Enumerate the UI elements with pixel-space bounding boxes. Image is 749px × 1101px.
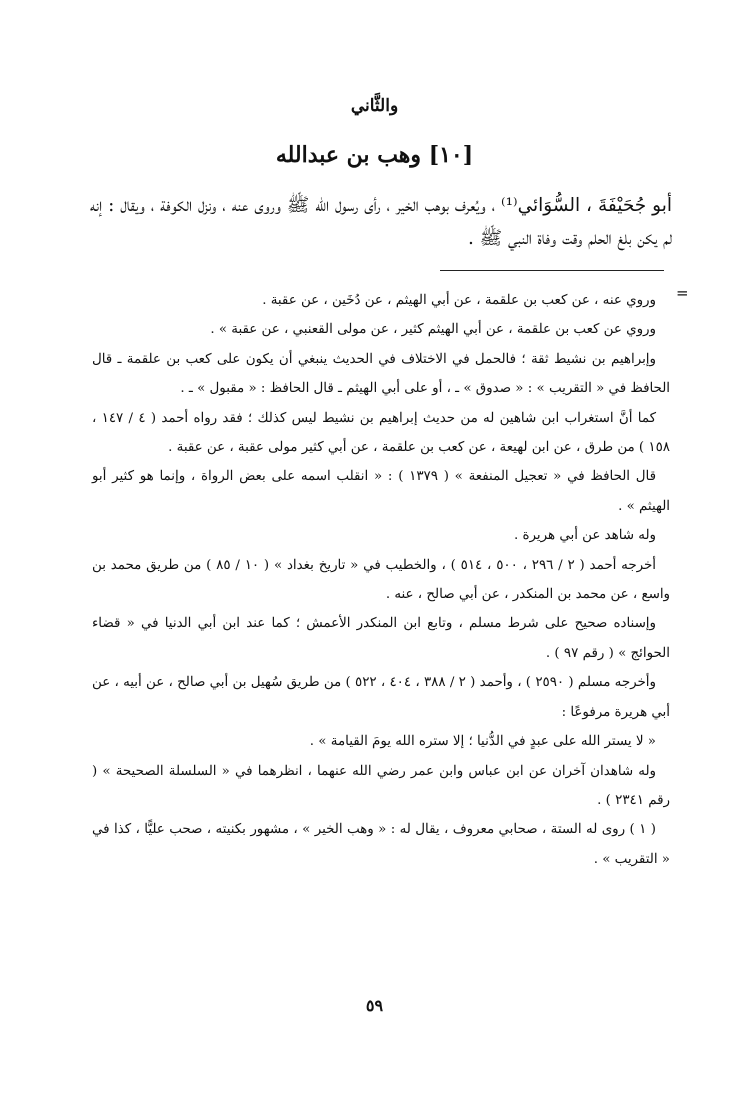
footnote-paragraph: « لا يستر الله على عبدٍ في الدُّنيا ؛ إلا ستره الله يومَ القيامة » .	[309, 734, 656, 750]
main-text	[90, 189, 672, 255]
entry-title: [١٠] وهب بن عبدالله	[275, 142, 474, 168]
footnote-paragraph: أخرجه أحمد ( ٢ / ٢٩٦ ، ٥٠٠ ، ٥١٤ ) ، والخطيب في « تاريخ بغداد » ( ١٠ / ٨٥ ) من طريق محمد بن واسع ، عن محمد بن المنكدر ، عن أبي صالح ، عنه .	[92, 557, 670, 603]
footnote-paragraph: وروي عن كعب بن علقمة ، عن أبي الهيثم كثير ، عن مولى القعنبي ، عن عقبة » .	[210, 322, 656, 338]
section-heading: والثَّاني	[350, 96, 399, 116]
footnote-separator	[440, 270, 664, 271]
footnote-paragraph: وإبراهيم بن نشيط ثقة ؛ فالحمل في الاختلاف في الحديث ينبغي أن يكون على كعب بن علقمة ـ قال الحافظ في « التقريب » : « صدوق » ـ ، أو على أبي الهيثم ـ قال الحافظ : « مقبول » ـ .	[92, 351, 670, 397]
footnote-paragraph: وروي عنه ، عن كعب بن علقمة ، عن أبي الهيثم ، عن دُخَين ، عن عقبة .	[262, 293, 656, 308]
footnote-paragraph: وإسناده صحيح على شرط مسلم ، وتابع ابن المنكدر الأعمش ؛ كما عند ابن أبي الدنيا في « قضاء الحوائج » ( رقم ٩٧ ) .	[92, 616, 670, 661]
footnote-paragraph: وله شاهد عن أبي هريرة .	[513, 528, 656, 544]
footnote-1: ( ١ ) روى له الستة ، صحابي معروف ، يقال له : « وهب الخير » ، مشهور بكنيته ، صحب عليًّا ، كذا في « التقريب » .	[92, 822, 670, 867]
footnote-paragraph: وأخرجه مسلم ( ٢٥٩٠ ) ، وأحمد ( ٢ / ٣٨٨ ، ٤٠٤ ، ٥٢٢ ) من طريق سُهيل بن أبي صالح ، عن أبيه ، عن أبي هريرة مرفوعًا :	[92, 675, 670, 720]
footnote-paragraph: وله شاهدان آخران عن ابن عباس وابن عمر رضي الله عنهما ، انظرهما في « السلسلة الصحيحة » ( رقم ٢٣٤١ ) .	[92, 763, 670, 808]
main-paragraph: أبو جُحَيْفَةَ ، السُّوَائي⁽¹⁾ ، ويُعرف بوهب الخير ، رأى رسول الله ﷺ وروى عنه ، ونزل الكوفة ، ويقال : إنه لم يكن بلغ الحلم وقت وفاة النبي ﷺ .	[90, 195, 672, 249]
footnote-paragraph: كما أنَّ استغراب ابن شاهين له من حديث إبراهيم بن نشيط ليس كذلك ؛ فقد رواه أحمد ( ٤ / ١٤٧ ، ١٥٨ ) من طرق ، عن ابن لهيعة ، عن كعب بن علقمة ، عن أبي كثير مولى عقبة ، عن عقبة .	[92, 410, 670, 456]
footnote-paragraph: قال الحافظ في « تعجيل المنفعة » ( ١٣٧٩ ) : « انقلب اسمه على بعض الرواة ، وإنما هو كثير أبو الهيثم » .	[92, 469, 670, 514]
continuation-mark: =	[676, 284, 689, 302]
footnotes	[92, 286, 670, 874]
page-number: ٥٩	[365, 996, 384, 1015]
